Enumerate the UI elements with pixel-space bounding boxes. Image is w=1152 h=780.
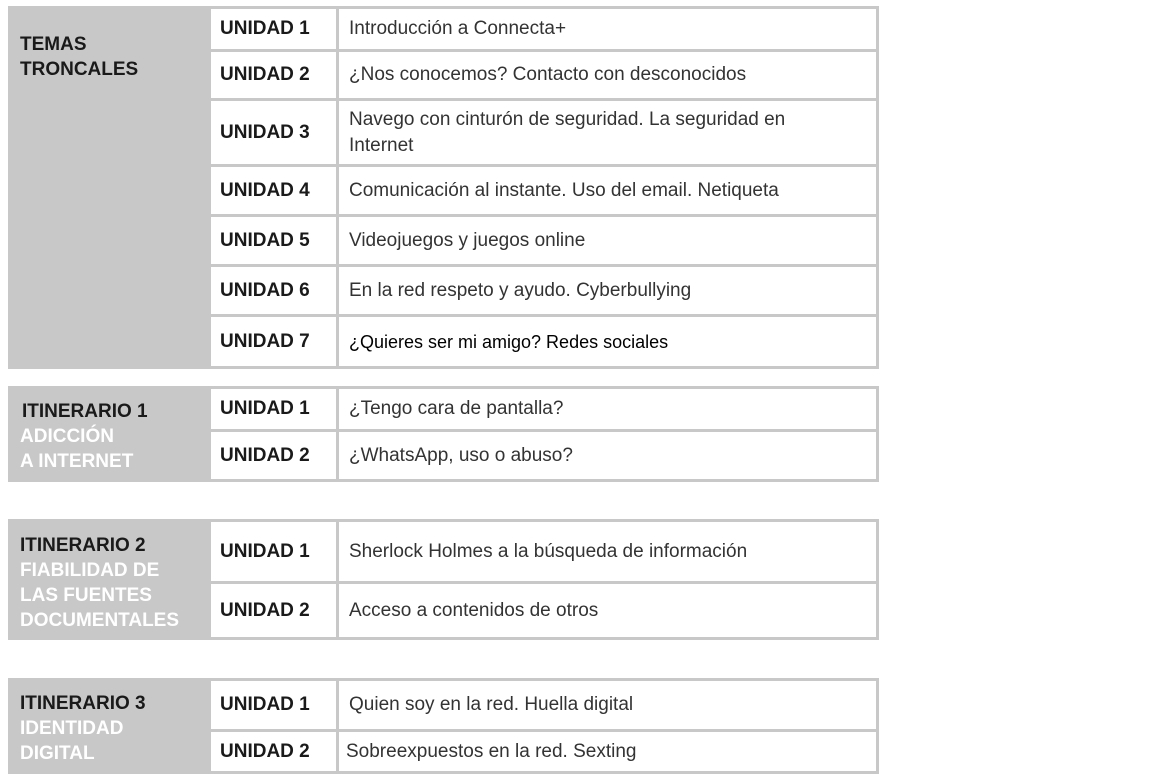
- block-heading: [20, 399, 148, 474]
- unit-topic: Comunicación al instante. Uso del email. Netiqueta: [349, 179, 779, 201]
- unit-row: [211, 101, 876, 164]
- block-subtitle: IDENTIDAD DIGITAL: [20, 718, 124, 764]
- unit-topic: Introducción a Connecta+: [349, 18, 567, 39]
- unit-row: [211, 584, 876, 637]
- unit-row: [211, 52, 876, 98]
- unit-label: UNIDAD 3: [220, 121, 310, 143]
- block-itinerario-2: [8, 519, 879, 640]
- unit-row: [211, 9, 876, 49]
- unit-topic: ¿WhatsApp, uso o abuso?: [349, 444, 573, 466]
- block-temas-troncales: [8, 6, 879, 369]
- unit-topic: Sherlock Holmes a la búsqueda de información: [349, 540, 748, 562]
- unit-label: UNIDAD 7: [220, 330, 310, 352]
- unit-topic: Videojuegos y juegos online: [349, 229, 586, 251]
- block-title: TEMAS TRONCALES: [20, 34, 139, 80]
- unit-row: [211, 167, 876, 214]
- unit-label: UNIDAD 2: [220, 740, 310, 762]
- unit-label: UNIDAD 1: [220, 540, 310, 562]
- unit-topic: Sobreexpuestos en la red. Sexting: [346, 740, 637, 762]
- unit-row: [211, 522, 876, 581]
- unit-label: UNIDAD 2: [220, 599, 310, 621]
- block-heading: [20, 32, 138, 82]
- unit-topic: Quien soy en la red. Huella digital: [349, 694, 634, 715]
- unit-row: [211, 267, 876, 314]
- unit-label: UNIDAD 1: [220, 398, 310, 419]
- block-title: ITINERARIO 3: [20, 693, 146, 714]
- unit-row: [211, 432, 876, 479]
- unit-row: [211, 389, 876, 429]
- unit-label: UNIDAD 1: [220, 694, 310, 715]
- unit-label: UNIDAD 2: [220, 64, 310, 85]
- block-title: ITINERARIO 1: [22, 401, 148, 422]
- block-subtitle: ADICCIÓN A INTERNET: [20, 426, 134, 472]
- block-itinerario-3: [8, 678, 879, 774]
- unit-topic: ¿Tengo cara de pantalla?: [349, 398, 564, 419]
- block-title: ITINERARIO 2: [20, 535, 146, 556]
- block-subtitle: FIABILIDAD DE LAS FUENTES DOCUMENTALES: [20, 560, 180, 631]
- unit-label: UNIDAD 4: [220, 179, 310, 201]
- unit-row: [211, 732, 876, 771]
- unit-label: UNIDAD 5: [220, 229, 310, 251]
- unit-label: UNIDAD 1: [220, 18, 310, 39]
- block-itinerario-1: [8, 386, 879, 482]
- unit-row: [211, 317, 876, 366]
- unit-topic: En la red respeto y ayudo. Cyberbullying: [349, 279, 692, 301]
- unit-topic: ¿Quieres ser mi amigo? Redes sociales: [349, 331, 669, 352]
- unit-topic: ¿Nos conocemos? Contacto con desconocidos: [349, 64, 747, 85]
- unit-topic: Acceso a contenidos de otros: [349, 599, 599, 621]
- unit-label: UNIDAD 6: [220, 279, 310, 301]
- block-heading: [20, 533, 179, 633]
- unit-row: [211, 681, 876, 729]
- unit-row: [211, 217, 876, 264]
- block-heading: [20, 691, 146, 766]
- unit-label: UNIDAD 2: [220, 444, 310, 466]
- unit-topic: Navego con cinturón de seguridad. La seguridad en Internet: [349, 108, 786, 156]
